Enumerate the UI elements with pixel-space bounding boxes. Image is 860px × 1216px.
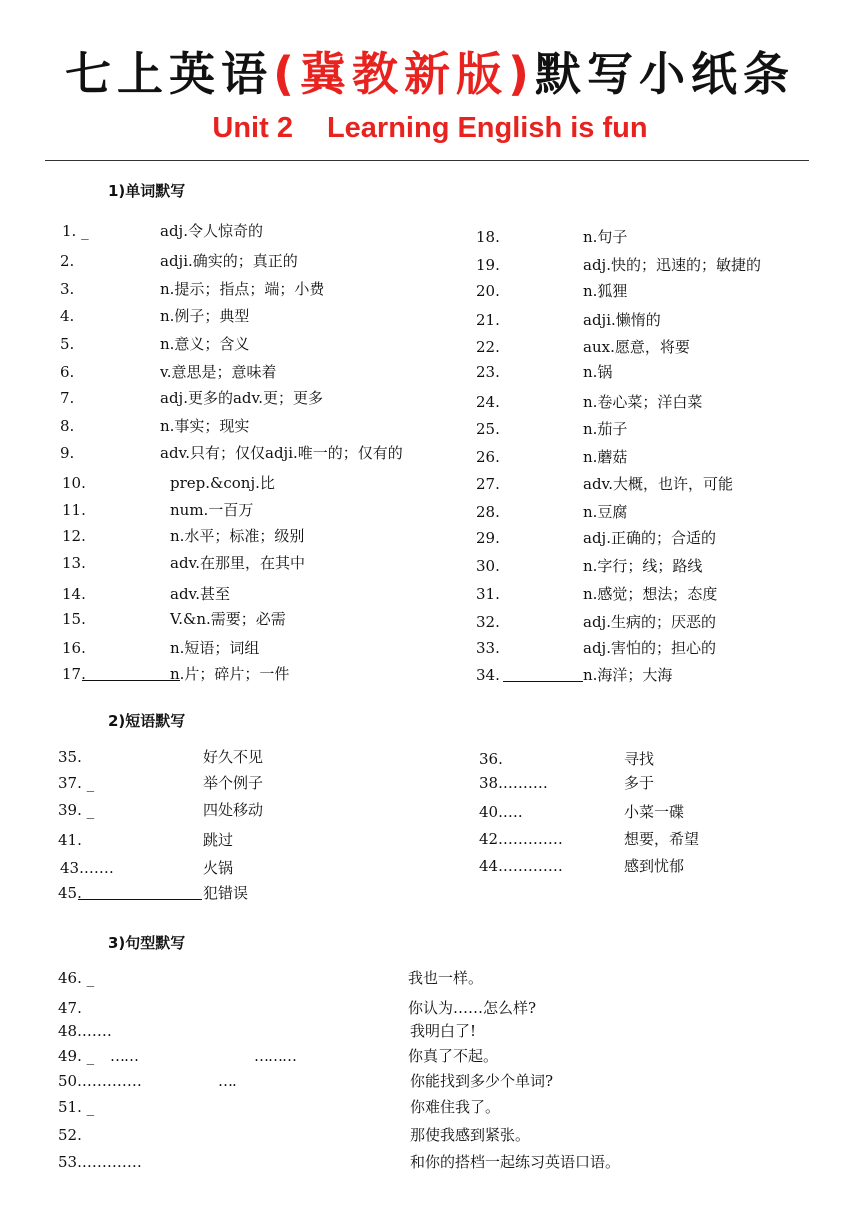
item-meaning: aux.愿意，将要 (583, 338, 690, 356)
answer-blank (503, 667, 583, 682)
item-number: 15. (62, 610, 86, 628)
item-meaning: 好久不见 (203, 748, 264, 766)
item-number: 9. (60, 444, 75, 462)
item-number: 10. (62, 474, 86, 492)
item-meaning: adj.正确的；合适的 (583, 529, 716, 547)
item-meaning: 犯错误 (203, 884, 249, 902)
item-meaning: 四处移动 (203, 801, 264, 819)
item-meaning: adji.确实的；真正的 (160, 252, 298, 270)
item-meaning: n.卷心菜；洋白菜 (583, 393, 703, 411)
item-meaning: n.事实；现实 (160, 417, 250, 435)
answer-dots: ……… (254, 1047, 296, 1065)
item-number: 40.…. (479, 803, 523, 821)
section-phrases-heading: 2)短语默写 (108, 712, 186, 730)
answer-blank (82, 666, 180, 681)
item-number: 25. (476, 420, 500, 438)
item-meaning: n.字行；线；路线 (583, 557, 703, 575)
item-meaning: 我也一样。 (408, 969, 484, 987)
item-meaning: n.句子 (583, 228, 628, 246)
item-meaning: 我明白了! (410, 1022, 477, 1040)
item-number: 31. (476, 585, 500, 603)
item-number: 48.…… (58, 1022, 112, 1040)
item-meaning: n.锅 (583, 363, 613, 381)
item-number: 19. (476, 256, 500, 274)
item-number: 26. (476, 448, 500, 466)
answer-blank (78, 885, 202, 900)
item-meaning: adj.令人惊奇的 (160, 222, 263, 240)
item-meaning: n.例子；典型 (160, 307, 250, 325)
item-number: 51. _ (58, 1098, 95, 1116)
item-meaning: n.提示；指点；端；小费 (160, 280, 325, 298)
item-number: 34. (476, 666, 500, 684)
item-number: 41. (58, 831, 82, 849)
item-number: 35. (58, 748, 82, 766)
item-meaning: v.意思是；意味着 (160, 363, 277, 381)
item-meaning: 举个例子 (203, 774, 264, 792)
page-title: 七上英语(冀教新版)默写小纸条 (64, 47, 796, 101)
item-number: 43.…… (60, 859, 114, 877)
item-meaning: n.海洋；大海 (583, 666, 673, 684)
item-number: 2. (60, 252, 75, 270)
item-number: 47. (58, 999, 82, 1017)
item-meaning: n.意义；含义 (160, 335, 250, 353)
item-number: 42.………… (479, 830, 563, 848)
header-divider (45, 160, 809, 161)
item-meaning: 你难住我了。 (410, 1098, 501, 1116)
item-meaning: n.蘑菇 (583, 448, 628, 466)
item-meaning: n.短语；词组 (170, 639, 260, 657)
item-number: 13. (62, 554, 86, 572)
item-meaning: V.&n.需要；必需 (170, 610, 286, 628)
item-number: 24. (476, 393, 500, 411)
item-meaning: 跳过 (203, 831, 234, 849)
item-meaning: 小菜一碟 (624, 803, 685, 821)
item-number: 32. (476, 613, 500, 631)
section-words-heading: 1)单词默写 (108, 182, 186, 200)
item-number: 46. _ (58, 969, 95, 987)
item-number: 12. (62, 527, 86, 545)
item-number: 11. (62, 501, 86, 519)
item-meaning: 感到忧郁 (624, 857, 685, 875)
answer-dots: …. (218, 1072, 236, 1090)
item-meaning: 想要，希望 (624, 830, 700, 848)
item-number: 14. (62, 585, 86, 603)
item-number: 21. (476, 311, 500, 329)
item-meaning: n.感觉；想法；态度 (583, 585, 718, 603)
item-meaning: adj.快的；迅速的；敏捷的 (583, 256, 761, 274)
item-meaning: adj.生病的；厌恶的 (583, 613, 716, 631)
item-number: 16. (62, 639, 86, 657)
item-meaning: num.一百万 (170, 501, 254, 519)
item-meaning: 寻找 (624, 750, 655, 768)
item-meaning: prep.&conj.比 (170, 474, 275, 492)
item-meaning: n.豆腐 (583, 503, 628, 521)
item-meaning: 多于 (624, 774, 655, 792)
item-number: 22. (476, 338, 500, 356)
item-number: 3. (60, 280, 75, 298)
item-meaning: n.狐狸 (583, 282, 628, 300)
item-meaning: n.茄子 (583, 420, 628, 438)
item-number: 29. (476, 529, 500, 547)
item-number: 4. (60, 307, 75, 325)
section-sentences-heading: 3)句型默写 (108, 934, 186, 952)
item-meaning: n.水平；标准；级别 (170, 527, 305, 545)
item-number: 53.………… (58, 1153, 142, 1171)
item-meaning: adv.只有；仅仅adji.唯一的；仅有的 (160, 444, 403, 462)
item-number: 8. (60, 417, 75, 435)
item-number: 23. (476, 363, 500, 381)
item-number: 6. (60, 363, 75, 381)
item-number: 20. (476, 282, 500, 300)
item-number: 27. (476, 475, 500, 493)
item-number: 5. (60, 335, 75, 353)
item-number: 30. (476, 557, 500, 575)
answer-dots: …… (110, 1047, 138, 1065)
item-meaning: 你真了不起。 (408, 1047, 499, 1065)
item-meaning: 火锅 (203, 859, 234, 877)
item-meaning: adji.懒惰的 (583, 311, 661, 329)
item-number: 39. _ (58, 801, 95, 819)
item-meaning: adv.甚至 (170, 585, 231, 603)
item-number: 33. (476, 639, 500, 657)
item-meaning: adv.在那里，在其中 (170, 554, 306, 572)
item-meaning: 和你的搭档一起练习英语口语。 (410, 1153, 621, 1171)
item-meaning: 你认为……怎么样? (408, 999, 537, 1017)
item-meaning: adj.害怕的；担心的 (583, 639, 716, 657)
item-number: 45. (58, 884, 82, 902)
item-meaning: 那使我感到紧张。 (410, 1126, 531, 1144)
item-number: 36. (479, 750, 503, 768)
item-number: 52. (58, 1126, 82, 1144)
item-number: 7. (60, 389, 75, 407)
item-meaning: adj.更多的adv.更；更多 (160, 389, 323, 407)
item-number: 18. (476, 228, 500, 246)
item-meaning: 你能找到多少个单词? (410, 1072, 554, 1090)
item-number: 49. _ (58, 1047, 95, 1065)
item-number: 44.………… (479, 857, 563, 875)
item-number: 38.……… (479, 774, 548, 792)
unit-title: Unit 2 Learning English is fun (212, 112, 648, 144)
item-number: 37. _ (58, 774, 95, 792)
item-number: 1. _ (62, 222, 89, 240)
item-number: 50.………… (58, 1072, 142, 1090)
item-number: 28. (476, 503, 500, 521)
item-meaning: n.片；碎片；一件 (170, 665, 290, 683)
item-number: 17. (62, 665, 86, 683)
item-meaning: adv.大概，也许，可能 (583, 475, 734, 493)
